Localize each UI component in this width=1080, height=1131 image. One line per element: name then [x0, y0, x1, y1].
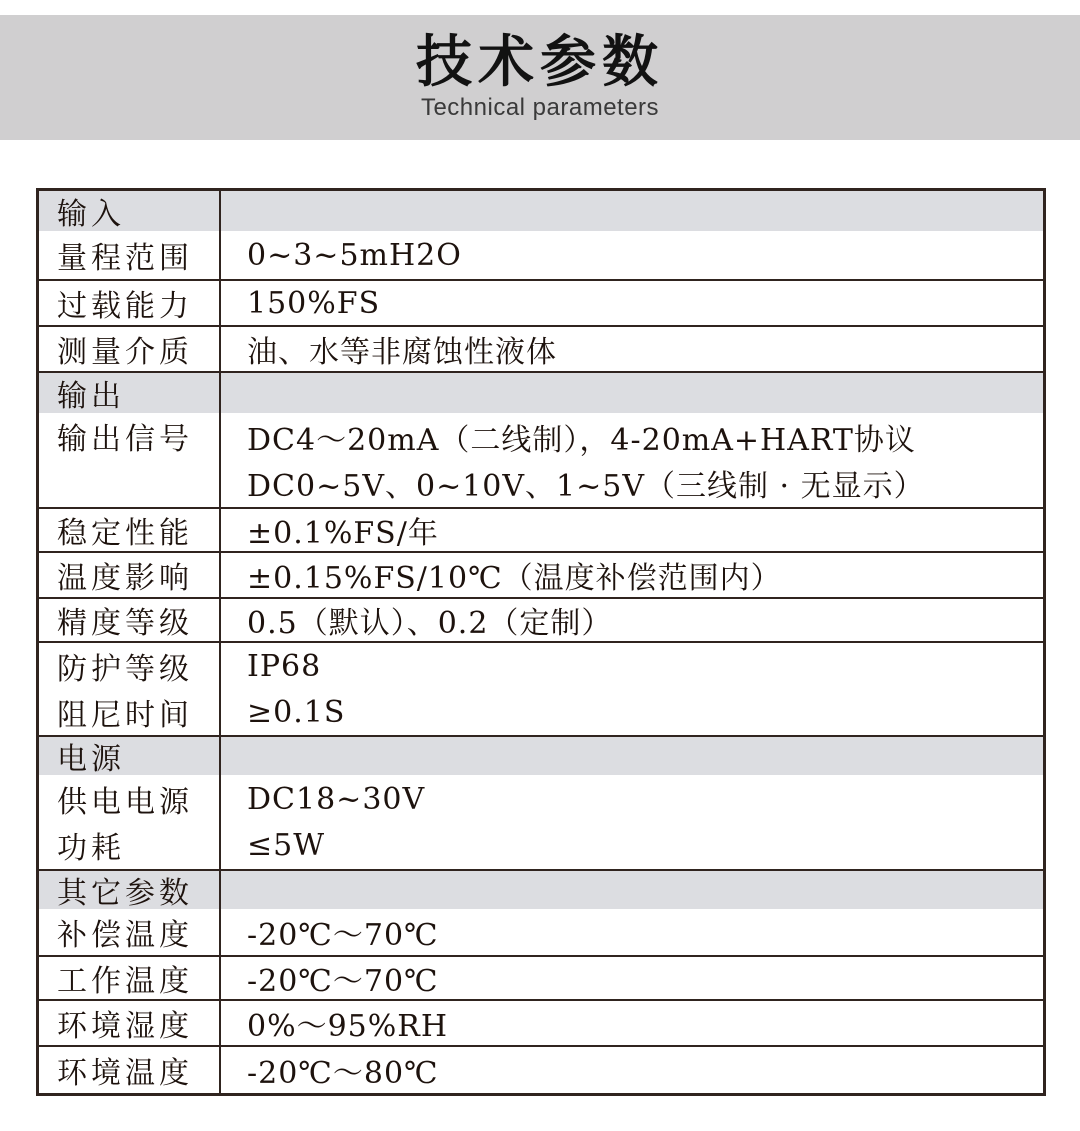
- param-label: 过载能力: [39, 281, 221, 325]
- param-value-line2: ≤5W: [247, 827, 326, 863]
- param-value-line1: DC4～20mA（二线制），4-20mA+HART协议: [247, 423, 916, 458]
- row-supply-consumption: [39, 775, 1043, 869]
- section-title: 输出: [39, 373, 221, 413]
- param-value: 150%FS: [247, 285, 381, 321]
- param-label-line2: 阻尼时间: [57, 698, 193, 733]
- param-label: [39, 643, 221, 735]
- param-label: 环境温度: [39, 1047, 221, 1093]
- page-subtitle: Technical parameters: [420, 93, 660, 121]
- section-empty-cell: [221, 737, 1043, 775]
- section-empty-cell: [221, 373, 1043, 413]
- param-label-line1: 防护等级: [57, 652, 193, 687]
- section-row-input: [39, 191, 1043, 231]
- section-empty-cell: [221, 871, 1043, 909]
- spec-table: [36, 188, 1046, 1096]
- section-title: 其它参数: [39, 871, 221, 909]
- param-value: -20℃～80℃: [247, 1056, 439, 1091]
- param-value-line1: IP68: [247, 648, 322, 684]
- section-row-output: [39, 371, 1043, 413]
- section-title: 电源: [39, 737, 221, 775]
- row-range: [39, 231, 1043, 279]
- param-value: -20℃～70℃: [247, 964, 439, 999]
- section-row-other: [39, 869, 1043, 909]
- row-temp-effect: [39, 551, 1043, 597]
- param-value: 0~3~5mH2O: [247, 237, 462, 273]
- param-label-line2: 功耗: [57, 831, 125, 866]
- section-title: 输入: [39, 191, 221, 231]
- param-label: 量程范围: [39, 231, 221, 279]
- param-value-line1: DC18~30V: [247, 781, 426, 817]
- param-value-line2: ≥0.1S: [247, 694, 346, 730]
- section-row-power: [39, 735, 1043, 775]
- param-label: 温度影响: [39, 553, 221, 597]
- param-label: 补偿温度: [39, 909, 221, 955]
- param-value: -20℃～70℃: [247, 918, 439, 953]
- param-value: [221, 643, 1043, 735]
- param-label: 精度等级: [39, 599, 221, 641]
- row-ambient-temp: [39, 1045, 1043, 1093]
- param-label: [39, 775, 221, 869]
- row-output-signal: [39, 413, 1043, 507]
- param-label-line1: 供电电源: [57, 785, 193, 820]
- param-value: 0%～95%RH: [247, 1009, 449, 1044]
- row-overload: [39, 279, 1043, 325]
- param-label: 工作温度: [39, 957, 221, 999]
- row-stability: [39, 507, 1043, 551]
- page-title: 技术参数: [416, 30, 664, 94]
- param-label: 环境湿度: [39, 1001, 221, 1045]
- row-working-temp: [39, 955, 1043, 999]
- param-value: 0.5（默认）、0.2（定制）: [247, 606, 613, 641]
- param-value-line2: DC0~5V、0~10V、1~5V（三线制 · 无显示）: [247, 469, 925, 504]
- param-label: 稳定性能: [39, 509, 221, 551]
- title-banner: [0, 15, 1080, 140]
- row-accuracy: [39, 597, 1043, 641]
- row-compensation-temp: [39, 909, 1043, 955]
- param-value: [221, 413, 1043, 507]
- param-label-text: 输出信号: [57, 422, 193, 457]
- param-value: [221, 775, 1043, 869]
- row-medium: [39, 325, 1043, 371]
- param-label: 测量介质: [39, 327, 221, 371]
- row-protection-damping: [39, 641, 1043, 735]
- param-value: ±0.1%FS/年: [247, 516, 439, 551]
- row-ambient-humidity: [39, 999, 1043, 1045]
- param-value: 油、水等非腐蚀性液体: [247, 335, 557, 370]
- param-label: [39, 413, 221, 507]
- section-empty-cell: [221, 191, 1043, 231]
- param-value: ±0.15%FS/10℃（温度补偿范围内）: [247, 561, 782, 596]
